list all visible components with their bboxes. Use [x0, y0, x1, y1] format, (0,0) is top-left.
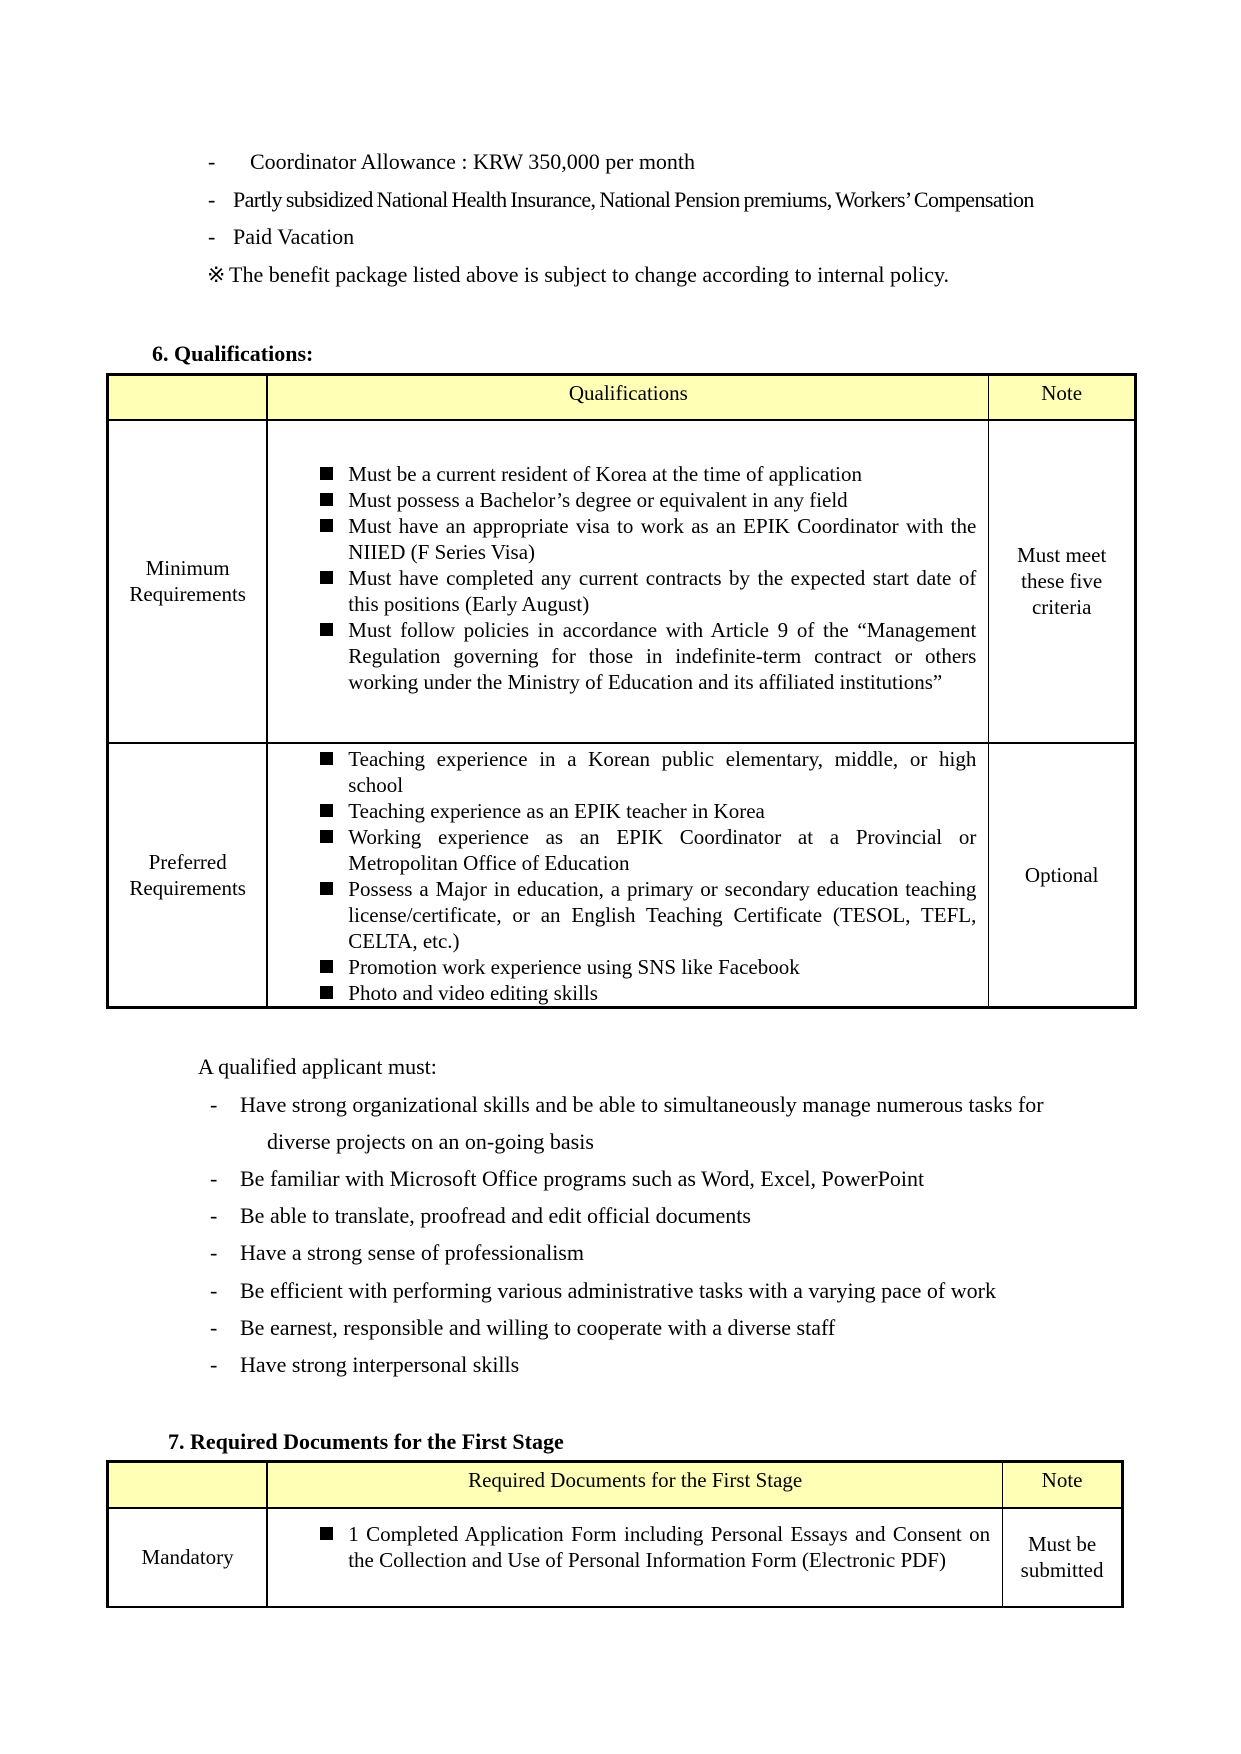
table-row-mandatory: [108, 1508, 1123, 1607]
list-item-text: Must follow policies in accordance with Article 9 of the “Management Regulation governing for those in indefinite-term contract or others working under the Ministry of Education and its affiliated institutions”: [348, 617, 977, 694]
row-label-preferred: [108, 743, 268, 1008]
mandatory-documents-cell: [267, 1508, 1002, 1607]
list-item: [268, 954, 988, 980]
table-row-preferred: [108, 743, 1136, 1008]
square-bullet-icon: [320, 571, 333, 584]
row-label-line: Requirements: [129, 875, 246, 900]
header-cell-note: Note: [1003, 1462, 1123, 1508]
square-bullet-icon: [320, 986, 333, 999]
row-label-mandatory: Mandatory: [108, 1508, 268, 1607]
list-item: [268, 798, 988, 824]
list-dash: -: [210, 1166, 218, 1191]
table-header-row: [108, 375, 1136, 420]
square-bullet-icon: [320, 752, 333, 765]
benefit-coordinator-allowance: Coordinator Allowance : KRW 350,000 per month: [250, 149, 696, 174]
header-cell-qualifications: Qualifications: [267, 375, 989, 420]
note-minimum: [989, 420, 1136, 743]
minimum-requirements-list: [268, 461, 988, 695]
list-dash: -: [210, 1203, 218, 1228]
note-line: these five: [1021, 569, 1103, 593]
benefit-insurance: Partly subsidized National Health Insurance, National Pension premiums, Workers’ Compensation: [233, 187, 1034, 212]
note-mandatory: [1003, 1508, 1123, 1607]
list-item: [268, 487, 988, 513]
applicant-item-text: Have a strong sense of professionalism: [240, 1240, 584, 1265]
applicant-item-text-continuation: diverse projects on an on-going basis: [267, 1129, 594, 1154]
list-dash: -: [210, 1092, 218, 1117]
list-dash: -: [210, 1352, 218, 1377]
list-item: [268, 513, 988, 565]
list-item: [268, 461, 988, 487]
qualifications-table: [106, 373, 1137, 1009]
reference-mark-icon: ※: [207, 262, 226, 287]
square-bullet-icon: [320, 467, 333, 480]
square-bullet-icon: [320, 623, 333, 636]
row-label-line: Requirements: [129, 582, 246, 606]
list-item: [268, 980, 988, 1006]
section-7-heading: 7. Required Documents for the First Stage: [168, 1429, 564, 1454]
required-documents-table: [106, 1460, 1124, 1608]
list-dash: -: [210, 1240, 218, 1265]
list-dash: -: [208, 224, 216, 249]
list-dash: -: [208, 187, 216, 212]
square-bullet-icon: [320, 804, 333, 817]
list-dash: -: [210, 1278, 218, 1303]
row-label-minimum: [108, 420, 268, 743]
list-item: [268, 876, 988, 954]
header-cell-required-documents: Required Documents for the First Stage: [267, 1462, 1002, 1508]
list-item-text: Working experience as an EPIK Coordinator at a Provincial or Metropolitan Office of Education: [348, 824, 977, 875]
list-item-text: Photo and video editing skills: [348, 980, 598, 1005]
applicant-intro: A qualified applicant must:: [198, 1054, 437, 1079]
list-item-text: Must have an appropriate visa to work as an EPIK Coordinator with the NIIED (F Series Visa): [348, 513, 977, 564]
minimum-requirements-cell: [267, 420, 989, 743]
note-line: Must be: [1027, 1532, 1097, 1556]
list-item-text: Must be a current resident of Korea at the time of application: [348, 461, 863, 486]
row-label-line: Preferred: [148, 849, 227, 874]
square-bullet-icon: [320, 1527, 333, 1540]
list-item-text: Must have completed any current contracts by the expected start date of this positions (Early August): [348, 565, 977, 616]
list-dash: -: [208, 149, 216, 174]
list-item: [268, 565, 988, 617]
applicant-item-text: Be earnest, responsible and willing to cooperate with a diverse staff: [240, 1315, 836, 1340]
preferred-requirements-cell: [267, 743, 989, 1008]
list-item-text: Teaching experience as an EPIK teacher in Korea: [348, 798, 765, 823]
list-item-text: Promotion work experience using SNS like Facebook: [348, 954, 800, 979]
mandatory-documents-list: [268, 1521, 1002, 1573]
list-item-text: Must possess a Bachelor’s degree or equivalent in any field: [348, 487, 848, 512]
applicant-item-text: Have strong organizational skills and be able to simultaneously manage numerous tasks for: [240, 1092, 1044, 1117]
list-item-text: Possess a Major in education, a primary or secondary education teaching license/certificate, or an English Teaching Certificate (TESOL, TEFL, CELTA, etc.): [348, 876, 977, 953]
list-item-text: Teaching experience in a Korean public elementary, middle, or high school: [348, 746, 977, 797]
note-line: Must meet: [1017, 543, 1107, 567]
preferred-requirements-list: [268, 746, 988, 1006]
table-header-row: [108, 1462, 1123, 1508]
applicant-item-text: Be efficient with performing various administrative tasks with a varying pace of work: [240, 1278, 996, 1303]
square-bullet-icon: [320, 493, 333, 506]
list-item: [268, 1521, 1002, 1573]
table-row-minimum: [108, 420, 1136, 743]
applicant-item-text: Be able to translate, proofread and edit official documents: [240, 1203, 751, 1228]
benefit-policy-note: The benefit package listed above is subject to change according to internal policy.: [229, 262, 950, 287]
square-bullet-icon: [320, 519, 333, 532]
list-item-text: 1 Completed Application Form including Personal Essays and Consent on the Collection and Use of Personal Information Form (Electronic PDF): [348, 1521, 991, 1572]
note-preferred: Optional: [989, 743, 1136, 1008]
applicant-item-text: Be familiar with Microsoft Office programs such as Word, Excel, PowerPoint: [240, 1166, 925, 1191]
note-line: criteria: [1031, 595, 1092, 619]
list-item: [268, 617, 988, 695]
header-cell-empty: [108, 375, 268, 420]
list-dash: -: [210, 1315, 218, 1340]
list-item: [268, 746, 988, 798]
header-cell-empty: [108, 1462, 268, 1508]
list-item: [268, 824, 988, 876]
square-bullet-icon: [320, 830, 333, 843]
applicant-item-text: Have strong interpersonal skills: [240, 1352, 520, 1377]
note-line: submitted: [1020, 1558, 1104, 1582]
row-label-line: Minimum: [145, 556, 230, 580]
benefit-paid-vacation: Paid Vacation: [233, 224, 355, 249]
section-6-heading: 6. Qualifications:: [152, 341, 314, 366]
square-bullet-icon: [320, 960, 333, 973]
header-cell-note: Note: [989, 375, 1136, 420]
square-bullet-icon: [320, 882, 333, 895]
